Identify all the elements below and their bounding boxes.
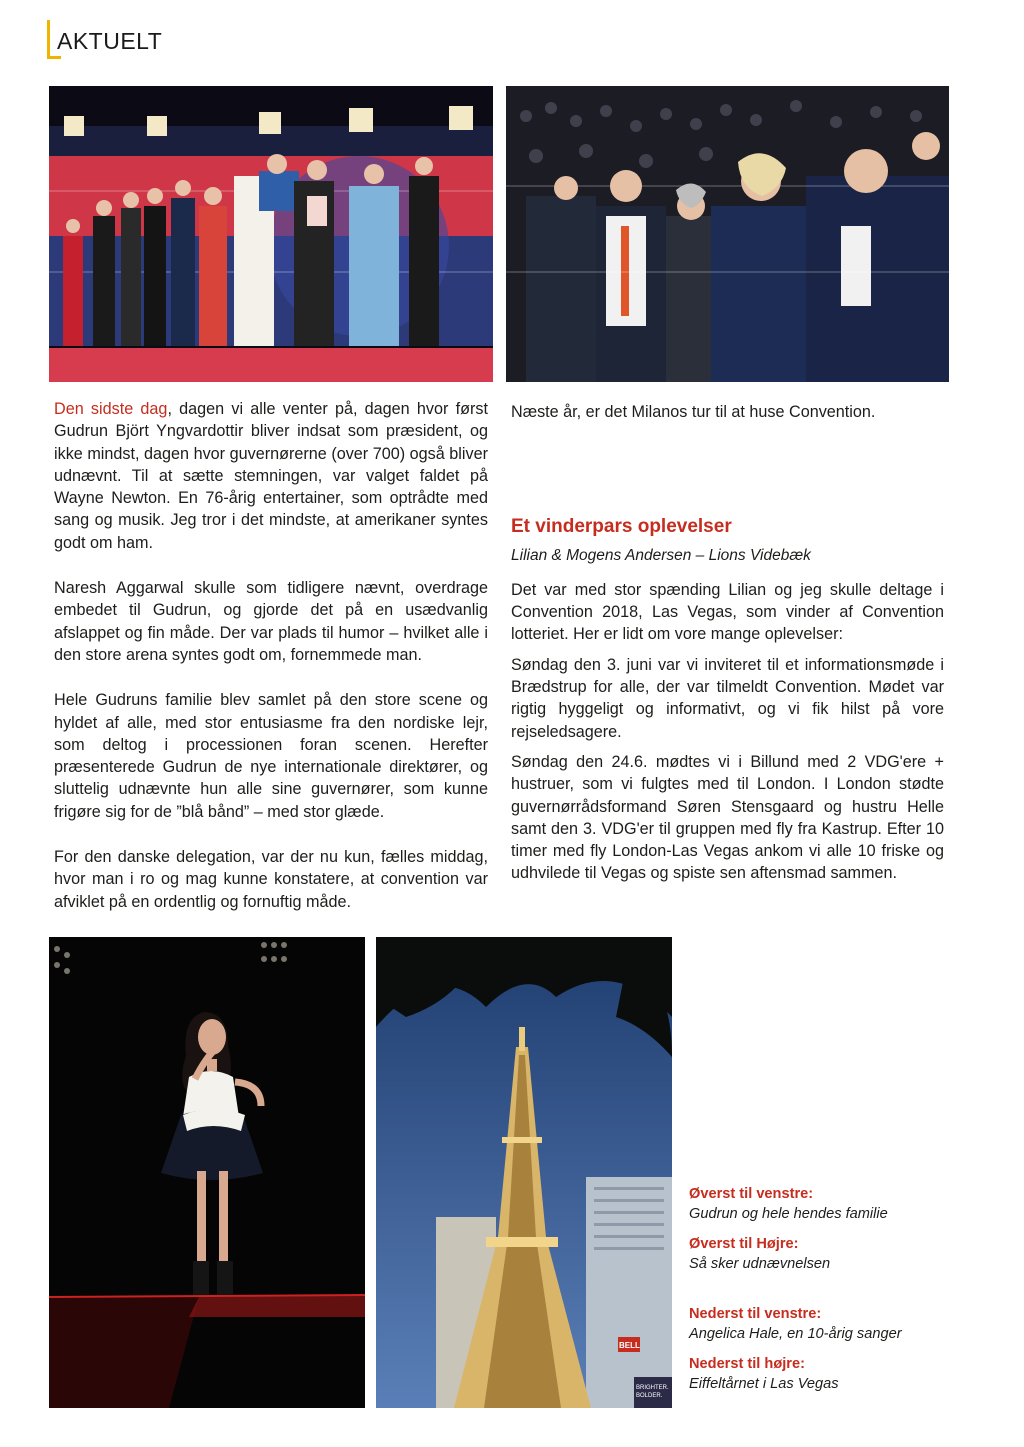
right-article-column	[511, 401, 944, 893]
lead-phrase: Den sidste dag	[54, 400, 168, 418]
header-accent-underline	[47, 56, 61, 59]
billboard-text-2: BOLDER.	[636, 1393, 663, 1399]
caption-title: Øverst til venstre:	[689, 1186, 814, 1202]
caption-text: Eiffeltårnet i Las Vegas	[689, 1376, 839, 1392]
right-intro: Næste år, er det Milanos tur til at huse Convention.	[511, 403, 876, 421]
section-title: AKTUELT	[57, 28, 163, 54]
left-paragraph-3: Hele Gudruns familie blev samlet på den store scene og hyldet af alle, med stor entusiasme fra den nordiske lejr, som deltog i processionen foran scenen. Herefter præsenterede Gudrun de nye internationale direktører, og sluttelig udnævnte hun alle sine guvernører, som kunne frigøre sig for de ”blå bånd” – med stor glæde.	[54, 691, 488, 821]
billboard-text-1: BRIGHTER.	[636, 1385, 669, 1391]
photo-family-on-stage	[49, 86, 493, 382]
caption-title: Øverst til Højre:	[689, 1236, 799, 1252]
caption-bottom-right	[689, 1354, 989, 1394]
caption-top-right	[689, 1234, 989, 1274]
photo-eiffel-tower-las-vegas	[376, 937, 672, 1408]
photo-appointment	[506, 86, 949, 382]
right-paragraph-2: Søndag den 3. juni var vi inviteret til et informationsmøde i Brædstrup for alle, der var tilmeldt Convention. Mødet var rigtig hyggeligt og informativt, og vi fik hilst på vore rejseledsagere.	[511, 655, 944, 741]
left-paragraph-4: For den danske delegation, var der nu kun, fælles middag, hvor man i ro og mag kunne konstatere, at convention var afviklet på en ordentlig og fornuftig måde.	[54, 848, 488, 911]
caption-text: Så sker udnævnelsen	[689, 1256, 831, 1272]
left-paragraph-2: Naresh Aggarwal skulle som tidligere nævnt, overdrage embedet til Gudrun, og gjorde det på en usædvanlig afslappet og fin måde. Der var plads til humor – hvilket alle i den store arena syntes godt om, fornemmede man.	[54, 579, 488, 664]
caption-top-left	[689, 1184, 989, 1224]
right-paragraph-3: Søndag den 24.6. mødtes vi i Billund med 2 VDG'ere + hustruer, som vi fulgtes med til London. I London stødte guvernørrådsformand Søren Stensgaard og hustru Helle samt den 3. VDG'er til gruppen med fly fra Kastrup. Efter 10 timer med fly London-Las Vegas ankom vi alle 10 friske og udhvilede til Vegas og spiste sen aftensmad sammen.	[511, 752, 944, 883]
hotel-sign-text: BELL	[619, 1341, 640, 1350]
left-paragraph-1-text: , dagen vi alle venter på, dagen hvor først Gudrun Björt Yngvardottir bliver indsat som præsident, og ikke mindst, dagen hvor guvernørerne (over 700) også bliver udnævnt. Til at sætte stemningen, var valget faldet på Wayne Newton. En 76-årig entertainer, som optrådte med sang og musik. Jeg tror i det mindste, at amerikaner syntes godt om ham.	[54, 400, 488, 552]
photo-captions	[689, 1184, 989, 1404]
article-section-title: Et vinderpars oplevelser	[511, 516, 732, 538]
article-byline: Lilian & Mogens Andersen – Lions Videbæk	[511, 546, 811, 564]
caption-text: Angelica Hale, en 10-årig sanger	[689, 1326, 902, 1342]
right-paragraph-1: Det var med stor spænding Lilian og jeg skulle deltage i Convention 2018, Las Vegas, som vinder af Convention lotteriet. Her er lidt om vore mange oplevelser:	[511, 580, 944, 644]
left-paragraph-1	[54, 398, 488, 554]
caption-title: Nederst til venstre:	[689, 1306, 822, 1322]
photo-young-singer	[49, 937, 365, 1408]
caption-title: Nederst til højre:	[689, 1356, 805, 1372]
caption-text: Gudrun og hele hendes familie	[689, 1206, 888, 1222]
header-accent-bar	[47, 20, 50, 58]
caption-bottom-left	[689, 1304, 989, 1344]
left-article-column	[54, 398, 488, 936]
